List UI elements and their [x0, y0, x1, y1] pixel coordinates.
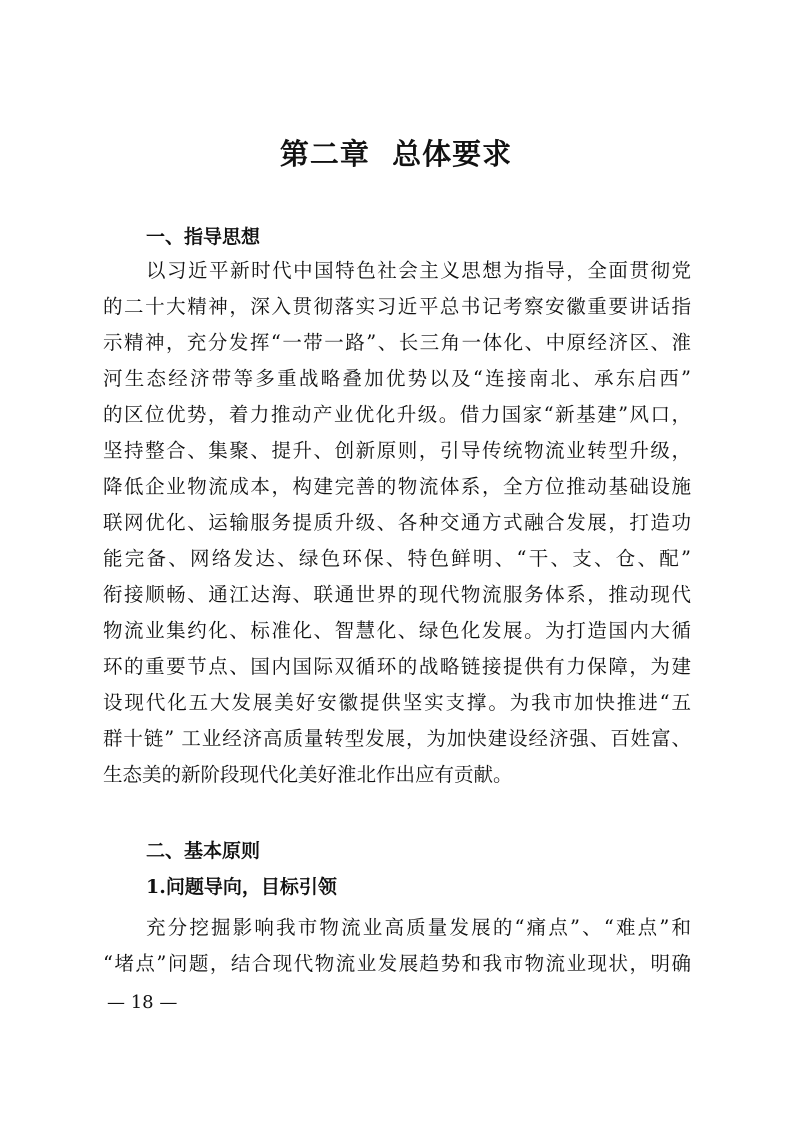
paragraph-line: 生态美的新阶段现代化美好淮北作出应有贡献。	[103, 763, 513, 786]
paragraph-line: “堵点”问题，结合现代物流业发展趋势和我市物流业现状，明确	[103, 952, 691, 975]
paragraph-line: 的区位优势，着力推动产业优化升级。借力国家“新基建”风口，	[103, 403, 691, 426]
paragraph-line: 环的重要节点、国内国际双循环的战略链接提供有力保障，为建	[103, 655, 691, 678]
paragraph-line: 联网优化、运输服务提质升级、各种交通方式融合发展，打造功	[103, 511, 691, 534]
page-number: — 18 —	[107, 992, 178, 1013]
paragraph-line: 充分挖掘影响我市物流业高质量发展的“痛点”、“难点”和	[146, 916, 691, 939]
paragraph-line: 物流业集约化、标准化、智慧化、绿色化发展。为打造国内大循	[103, 619, 691, 642]
paragraph-line: 以习近平新时代中国特色社会主义思想为指导，全面贯彻党	[146, 259, 691, 282]
paragraph-line: 示精神，充分发挥“一带一路”、长三角一体化、中原经济区、淮	[103, 331, 691, 354]
paragraph-line: 降低企业物流成本，构建完善的物流体系，全方位推动基础设施	[103, 475, 691, 498]
section-heading-basic-principles: 二、基本原则	[146, 840, 261, 862]
sub-heading-problem-oriented: 1.问题导向，目标引领	[146, 876, 337, 898]
paragraph-line: 衔接顺畅、通江达海、联通世界的现代物流服务体系，推动现代	[103, 583, 691, 606]
paragraph-line: 坚持整合、集聚、提升、创新原则，引导传统物流业转型升级，	[103, 439, 691, 462]
section-heading-guiding-ideology: 一、指导思想	[146, 226, 261, 248]
paragraph-line: 设现代化五大发展美好安徽提供坚实支撑。为我市加快推进“五	[103, 691, 691, 714]
paragraph-line: 能完备、网络发达、绿色环保、特色鲜明、“干、支、仓、配”	[103, 547, 691, 570]
paragraph-line: 群十链” 工业经济高质量转型发展，为加快建设经济强、百姓富、	[103, 727, 691, 750]
paragraph-line: 的二十大精神，深入贯彻落实习近平总书记考察安徽重要讲话指	[103, 295, 691, 318]
chapter-title: 第二章 总体要求	[279, 137, 513, 171]
paragraph-line: 河生态经济带等多重战略叠加优势以及“连接南北、承东启西”	[103, 367, 691, 390]
